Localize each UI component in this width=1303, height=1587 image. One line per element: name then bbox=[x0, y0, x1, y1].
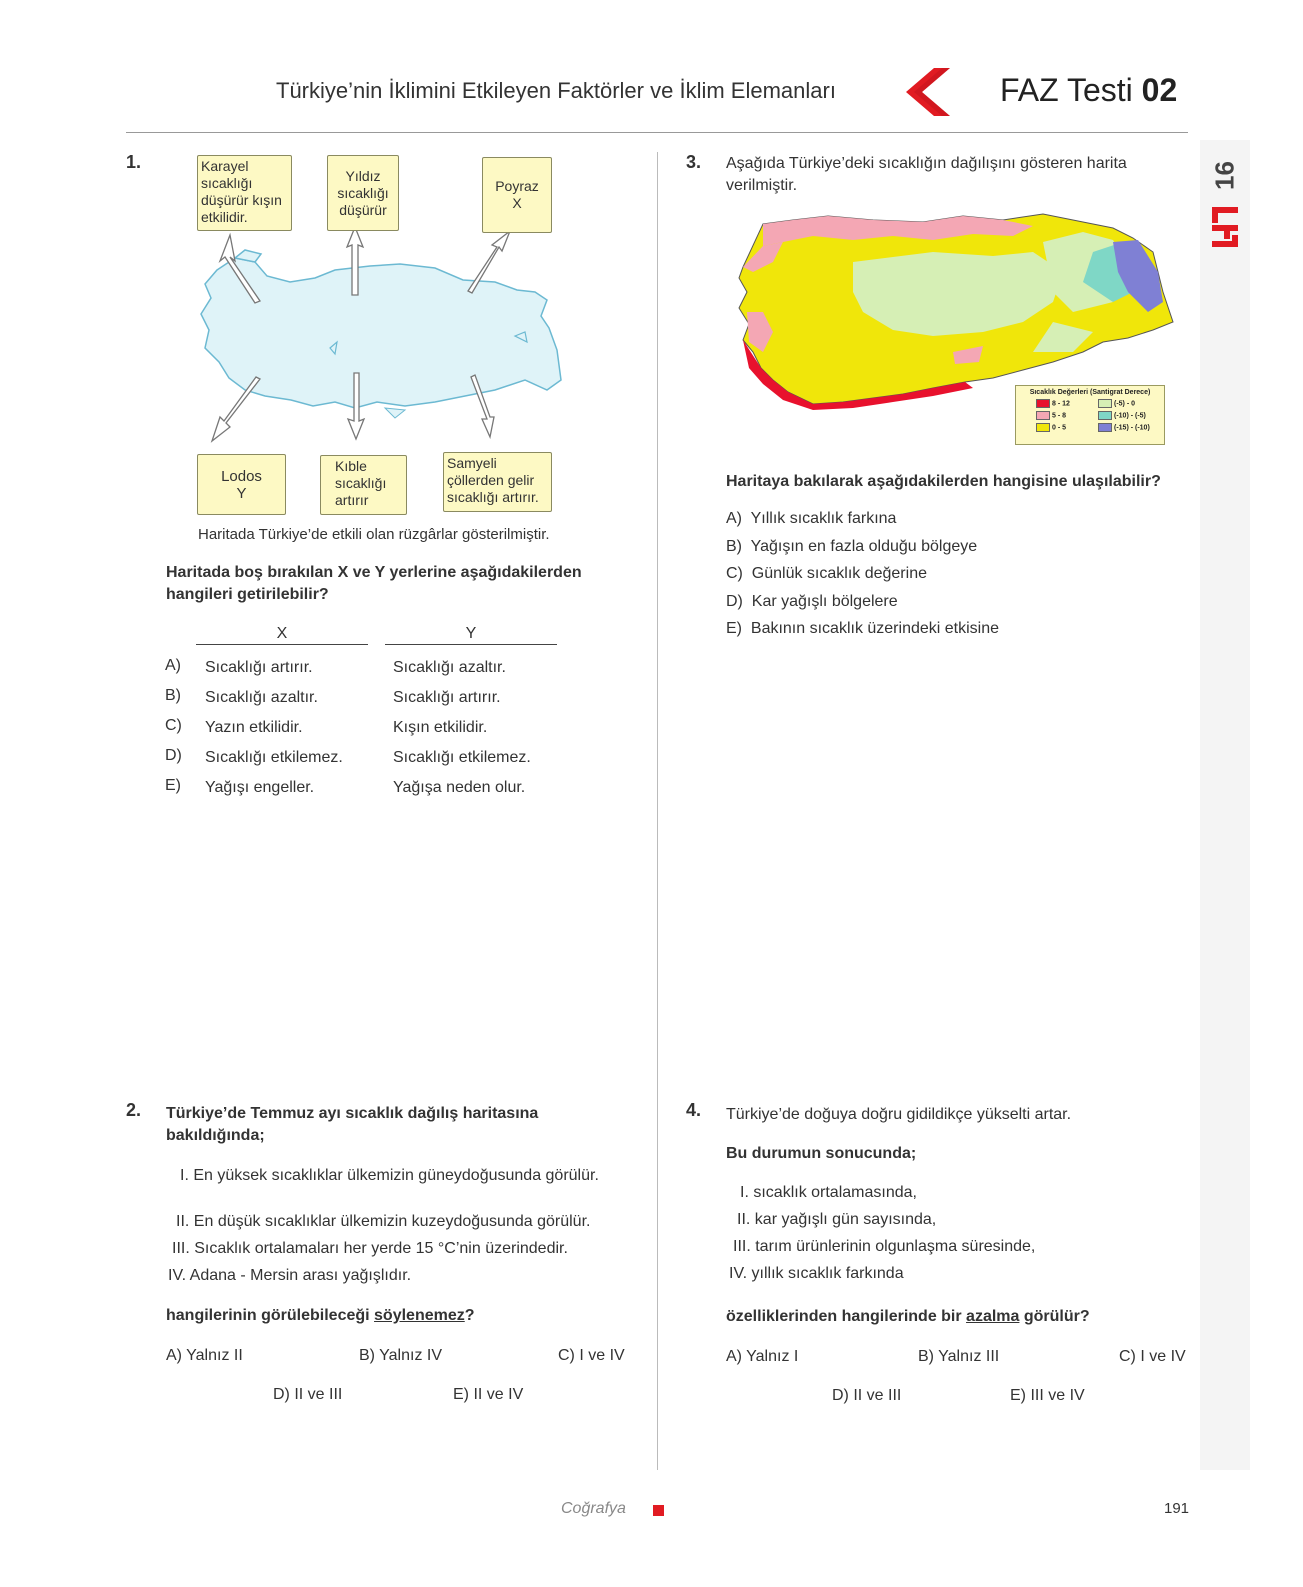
q3-option-c[interactable]: C) Günlük sıcaklık değerine bbox=[726, 565, 927, 582]
side-strip bbox=[1200, 140, 1250, 1470]
page-number: 191 bbox=[1164, 1500, 1190, 1517]
q4-option-c[interactable]: C) I ve IV bbox=[1119, 1348, 1186, 1365]
header-divider bbox=[126, 132, 1188, 133]
option-c-letter[interactable]: C) bbox=[165, 717, 182, 734]
poyraz-box: Poyraz X bbox=[482, 157, 552, 233]
q2-option-a[interactable]: A) Yalnız II bbox=[166, 1347, 243, 1364]
option-c-y: Kışın etkilidir. bbox=[393, 719, 488, 736]
side-section-number: 16 bbox=[1209, 161, 1240, 190]
samyeli-box: Samyeli çöllerden gelir sıcaklığı artırır. bbox=[443, 452, 552, 512]
q4-option-a[interactable]: A) Yalnız I bbox=[726, 1348, 799, 1365]
question-1-text: Haritada boş bırakılan X ve Y yerlerine aşağıdakilerden hangileri getirilebilir? bbox=[166, 564, 582, 603]
option-c-x: Yazın etkilidir. bbox=[205, 719, 303, 736]
q4-item-4: IV. yıllık sıcaklık farkında bbox=[729, 1265, 904, 1282]
question-4-stem: Türkiye’de doğuya doğru gidildikçe yükselti artar. bbox=[726, 1106, 1072, 1123]
temperature-legend bbox=[1015, 385, 1165, 445]
q4-item-2: II. kar yağışlı gün sayısında, bbox=[737, 1211, 937, 1228]
map-caption: Haritada Türkiye’de etkili olan rüzgârlar gösterilmiştir. bbox=[198, 526, 550, 543]
legend-item-1: 8 - 12 bbox=[1036, 399, 1070, 408]
footer-square-icon bbox=[653, 1505, 664, 1516]
question-4-number: 4. bbox=[686, 1100, 702, 1120]
kible-box: Kıble sıcaklığı artırır bbox=[320, 455, 407, 515]
karayel-box: Karayel sıcaklığı düşürür kışın etkilidir. bbox=[197, 155, 292, 231]
faz-logo-icon bbox=[1208, 205, 1242, 253]
lodos-box: Lodos Y bbox=[197, 454, 286, 515]
q4-option-d[interactable]: D) II ve III bbox=[832, 1387, 902, 1404]
column-divider bbox=[657, 152, 658, 1470]
q2-option-b[interactable]: B) Yalnız IV bbox=[359, 1347, 442, 1364]
q2-option-d[interactable]: D) II ve III bbox=[273, 1386, 343, 1403]
option-e-x: Yağışı engeller. bbox=[205, 779, 315, 796]
column-header-x: X bbox=[196, 624, 368, 645]
option-b-letter[interactable]: B) bbox=[165, 687, 181, 704]
option-e-y: Yağışa neden olur. bbox=[393, 779, 526, 796]
option-d-letter[interactable]: D) bbox=[165, 747, 182, 764]
q2-item-4: IV. Adana - Mersin arası yağışlıdır. bbox=[168, 1267, 412, 1284]
question-2-stem: Türkiye’de Temmuz ayı sıcaklık dağılış haritasına bakıldığında; bbox=[166, 1105, 539, 1144]
legend-title: Sıcaklık Değerleri (Santigrat Derece) bbox=[1029, 389, 1151, 396]
legend-item-4: (-5) - 0 bbox=[1098, 399, 1135, 408]
q3-option-a[interactable]: A) Yıllık sıcaklık farkına bbox=[726, 510, 897, 527]
yildiz-box: Yıldız sıcaklığı düşürür bbox=[327, 155, 399, 231]
option-d-x: Sıcaklığı etkilemez. bbox=[205, 749, 343, 766]
legend-item-5: (-10) - (-5) bbox=[1098, 411, 1146, 420]
legend-item-6: (-15) - (-10) bbox=[1098, 423, 1150, 432]
q4-item-1: I. sıcaklık ortalamasında, bbox=[740, 1184, 917, 1201]
question-1-number: 1. bbox=[126, 152, 142, 172]
option-a-y: Sıcaklığı azaltır. bbox=[393, 659, 506, 676]
legend-item-2: 5 - 8 bbox=[1036, 411, 1066, 420]
q3-option-e[interactable]: E) Bakının sıcaklık üzerindeki etkisine bbox=[726, 620, 1000, 637]
test-number: 02 bbox=[1141, 72, 1178, 108]
underlined-keyword: azalma bbox=[966, 1308, 1020, 1325]
option-d-y: Sıcaklığı etkilemez. bbox=[393, 749, 531, 766]
test-name: FAZ Testi bbox=[1000, 72, 1133, 108]
question-2-text: hangilerinin görülebileceği söylenemez? bbox=[166, 1307, 475, 1324]
column-header-y: Y bbox=[385, 624, 557, 645]
q4-item-3: III. tarım ürünlerinin olgunlaşma süresinde, bbox=[733, 1238, 1036, 1255]
question-2-number: 2. bbox=[126, 1100, 142, 1120]
chevron-left-icon bbox=[906, 68, 950, 116]
q3-option-b[interactable]: B) Yağışın en fazla olduğu bölgeye bbox=[726, 538, 978, 555]
legend-item-3: 0 - 5 bbox=[1036, 423, 1066, 432]
question-3-text: Haritaya bakılarak aşağıdakilerden hangisine ulaşılabilir? bbox=[726, 473, 1161, 490]
wind-arrows bbox=[180, 225, 580, 455]
option-b-x: Sıcaklığı azaltır. bbox=[205, 689, 318, 706]
question-3-stem: Aşağıda Türkiye’deki sıcaklığın dağılışını gösteren harita verilmiştir. bbox=[726, 155, 1127, 194]
q3-option-d[interactable]: D) Kar yağışlı bölgelere bbox=[726, 593, 898, 610]
option-a-x: Sıcaklığı artırır. bbox=[205, 659, 313, 676]
page-title: Türkiye’nin İklimini Etkileyen Faktörler ve İklim Elemanları bbox=[276, 78, 836, 103]
q4-option-b[interactable]: B) Yalnız III bbox=[918, 1348, 1000, 1365]
q2-item-1: I. En yüksek sıcaklıklar ülkemizin güneydoğusunda görülür. bbox=[180, 1167, 599, 1184]
q4-option-e[interactable]: E) III ve IV bbox=[1010, 1387, 1085, 1404]
q2-item-3: III. Sıcaklık ortalamaları her yerde 15 °C’nin üzerindedir. bbox=[172, 1240, 568, 1257]
temperature-map bbox=[733, 212, 1193, 412]
underlined-keyword: söylenemez bbox=[374, 1307, 465, 1324]
test-title bbox=[1000, 72, 1177, 109]
q2-option-e[interactable]: E) II ve IV bbox=[453, 1386, 524, 1403]
question-3-number: 3. bbox=[686, 152, 702, 172]
option-e-letter[interactable]: E) bbox=[165, 777, 181, 794]
option-a-letter[interactable]: A) bbox=[165, 657, 181, 674]
q2-option-c[interactable]: C) I ve IV bbox=[558, 1347, 625, 1364]
footer-subject: Coğrafya bbox=[561, 1500, 626, 1517]
question-4-sub: Bu durumun sonucunda; bbox=[726, 1145, 917, 1162]
option-b-y: Sıcaklığı artırır. bbox=[393, 689, 501, 706]
q2-item-2: II. En düşük sıcaklıklar ülkemizin kuzeydoğusunda görülür. bbox=[176, 1213, 591, 1230]
question-4-text: özelliklerinden hangilerinde bir azalma görülür? bbox=[726, 1308, 1090, 1325]
